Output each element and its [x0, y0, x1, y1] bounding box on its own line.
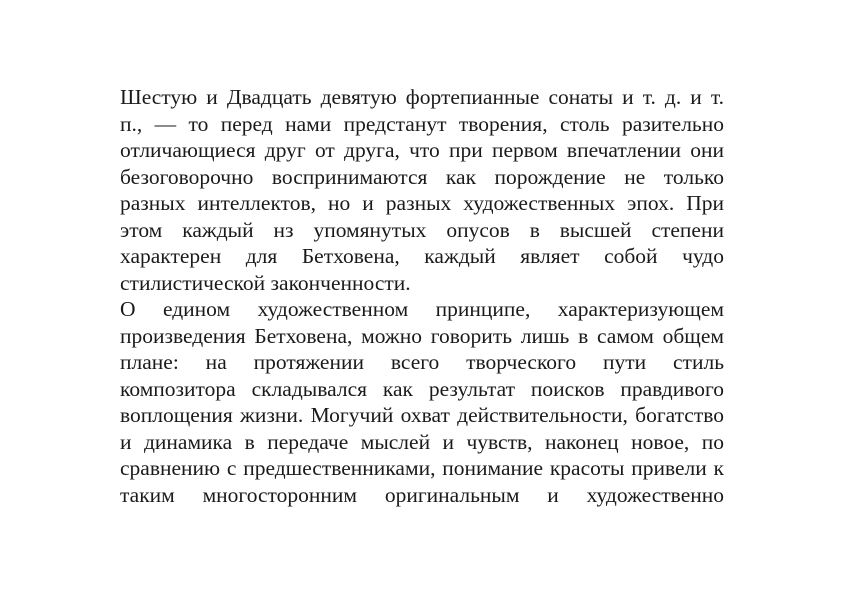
text-line: разных интеллектов, но и разных художественных эпох. При — [120, 191, 724, 215]
text-line: безоговорочно воспринимаются как порождение не только — [120, 164, 724, 189]
paragraph-2 — [120, 296, 724, 508]
text-line: этом каждый нз упомянутых опусов в высшей степени — [120, 217, 724, 242]
text-line: отличающиеся друг от друга, что при первом впечатлении они — [120, 138, 724, 162]
paragraph-1 — [120, 84, 724, 296]
text-line: Шестую и Двадцать девятую фортепианные сонаты и т. д. и т. — [120, 85, 724, 109]
body-text — [120, 84, 724, 508]
text-line: плане: на протяжении всего творческого пути стиль — [120, 350, 724, 374]
text-line: п., — то перед нами предстанут творения, столь разительно — [120, 111, 724, 136]
text-line: таким многосторонним оригинальным и художественно — [120, 482, 724, 507]
text-line: характерен для Бетховена, каждый являет собой чудо — [120, 244, 724, 268]
text-line: сравнению с предшественниками, понимание красоты привели к — [120, 456, 724, 480]
text-line: и динамика в передаче мыслей и чувств, наконец новое, по — [120, 429, 724, 454]
text-line: О едином художественном принципе, характеризующем — [120, 297, 724, 321]
text-line: стилистической законченности. — [120, 270, 411, 295]
text-line: произведения Бетховена, можно говорить лишь в самом общем — [120, 323, 724, 348]
text-line: композитора складывался как результат поисков правдивого — [120, 376, 724, 401]
text-line: воплощения жизни. Могучий охват действительности, богатство — [120, 403, 724, 427]
